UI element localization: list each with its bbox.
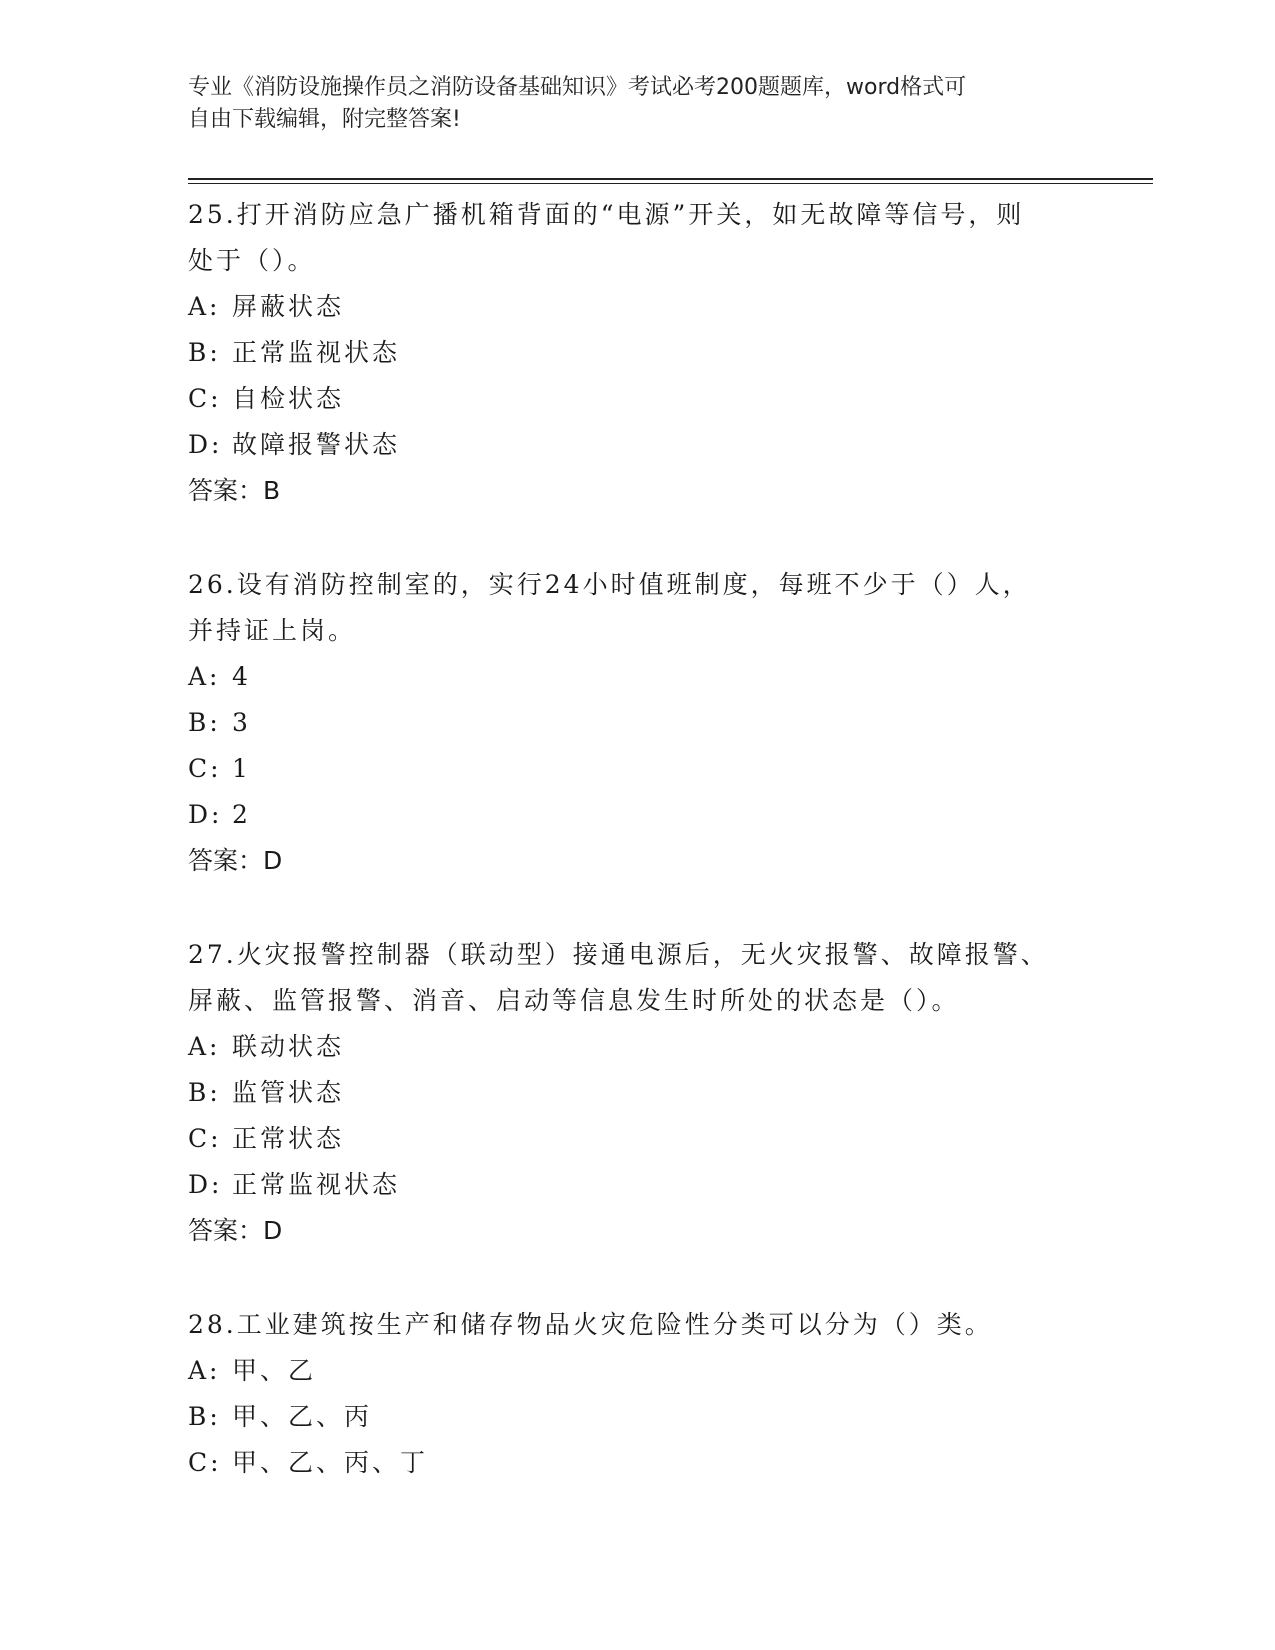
option-letter: C: [188, 754, 222, 783]
question-stem: 27.火灾报警控制器（联动型）接通电源后，无火灾报警、故障报警、 [188, 940, 1049, 969]
option-text: 正常监视状态 [232, 1170, 401, 1199]
option-text: 甲、乙 [232, 1356, 317, 1385]
option-a [188, 284, 1088, 330]
option-text: 2 [232, 800, 251, 829]
question-stem: 26.设有消防控制室的，实行24小时值班制度，每班不少于（）人， [188, 570, 1031, 599]
answer-line: 答案：D [188, 1216, 283, 1245]
question-stem-continued: 并持证上岗。 [188, 616, 357, 645]
question-stem: 28.工业建筑按生产和储存物品火灾危险性分类可以分为（）类。 [188, 1310, 993, 1339]
option-a [188, 1024, 1088, 1070]
option-text: 监管状态 [232, 1078, 345, 1107]
question-27 [188, 932, 1088, 1254]
option-text: 甲、乙、丙、丁 [232, 1448, 429, 1477]
option-b [188, 330, 1088, 376]
option-d [188, 422, 1088, 468]
question-25 [188, 192, 1088, 514]
option-text: 自检状态 [232, 384, 345, 413]
document-header [188, 72, 1088, 136]
option-letter: B: [188, 708, 221, 737]
header-line-1: 专业《消防设施操作员之消防设备基础知识》考试必考200题题库，word格式可 [188, 75, 967, 100]
option-letter: B: [188, 338, 221, 367]
option-letter: C: [188, 1448, 222, 1477]
option-letter: D: [188, 1170, 223, 1199]
question-list [188, 192, 1088, 1534]
answer-line: 答案：B [188, 476, 281, 505]
option-letter: B: [188, 1402, 221, 1431]
header-divider-thin [188, 183, 1153, 184]
header-line-2: 自由下载编辑，附完整答案! [188, 107, 461, 132]
question-26 [188, 562, 1088, 884]
option-letter: D: [188, 800, 223, 829]
option-letter: B: [188, 1078, 221, 1107]
option-text: 3 [232, 708, 251, 737]
option-text: 屏蔽状态 [232, 292, 345, 321]
option-text: 4 [232, 662, 251, 691]
option-a [188, 654, 1088, 700]
option-text: 1 [232, 754, 251, 783]
question-stem: 25.打开消防应急广播机箱背面的“电源”开关，如无故障等信号，则 [188, 200, 1025, 229]
header-divider-thick [188, 178, 1153, 180]
option-text: 联动状态 [232, 1032, 345, 1061]
option-c [188, 1440, 1088, 1486]
option-a [188, 1348, 1088, 1394]
option-letter: A: [188, 662, 221, 691]
option-letter: C: [188, 1124, 222, 1153]
option-c [188, 746, 1088, 792]
option-c [188, 376, 1088, 422]
option-letter: A: [188, 292, 221, 321]
option-c [188, 1116, 1088, 1162]
option-b [188, 1394, 1088, 1440]
option-letter: A: [188, 1356, 221, 1385]
question-stem-continued: 处于（）。 [188, 246, 316, 275]
option-b [188, 1070, 1088, 1116]
option-letter: D: [188, 430, 223, 459]
question-stem-continued: 屏蔽、监管报警、消音、启动等信息发生时所处的状态是（）。 [188, 986, 960, 1015]
option-text: 故障报警状态 [232, 430, 401, 459]
question-28 [188, 1302, 1088, 1486]
option-letter: C: [188, 384, 222, 413]
option-text: 正常监视状态 [232, 338, 401, 367]
option-text: 甲、乙、丙 [232, 1402, 373, 1431]
option-d [188, 1162, 1088, 1208]
answer-line: 答案：D [188, 846, 283, 875]
option-letter: A: [188, 1032, 221, 1061]
option-d [188, 792, 1088, 838]
option-b [188, 700, 1088, 746]
option-text: 正常状态 [232, 1124, 345, 1153]
